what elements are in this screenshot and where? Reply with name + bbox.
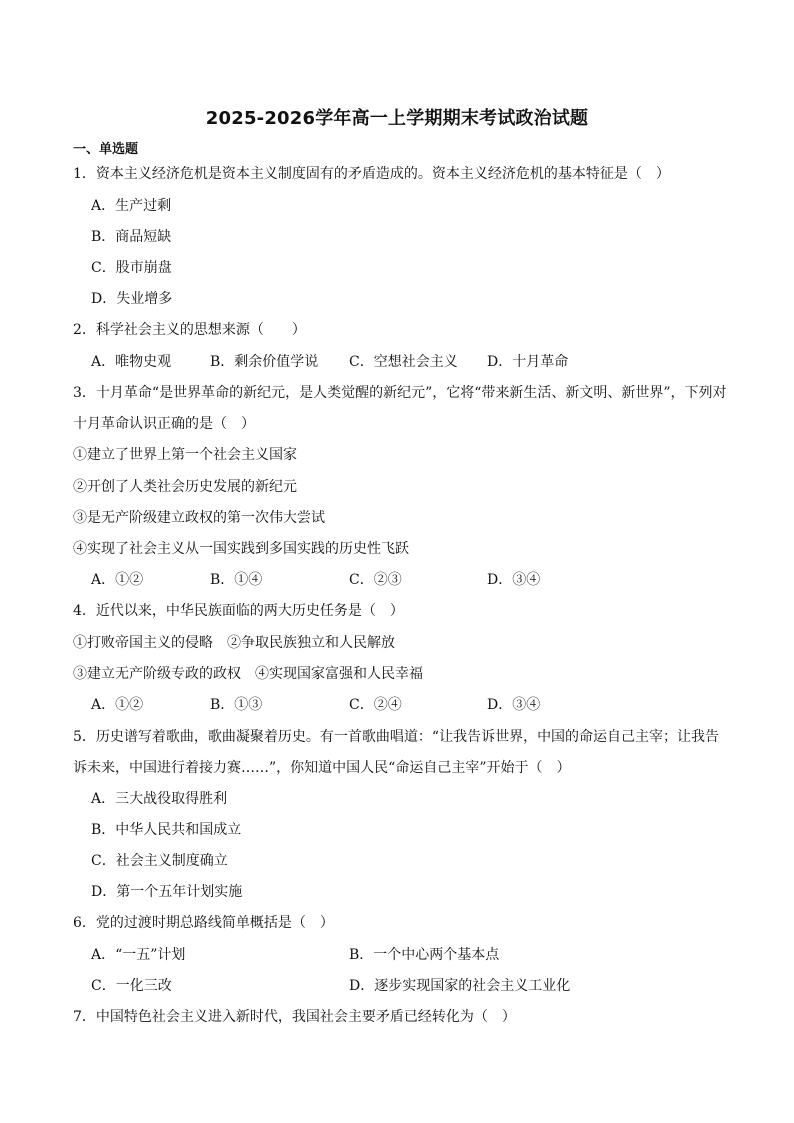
question-2-stem: 2．科学社会主义的思想来源（ ） [73, 322, 306, 338]
question-4-option-a: A．①② [91, 697, 144, 713]
question-6-options-row-1 [0, 946, 794, 964]
question-3-option-b: B．①④ [210, 572, 263, 588]
question-4-options [0, 696, 794, 714]
question-5-stem-line-1: 5．历史谱写着歌曲，歌曲凝聚着历史。有一首歌曲唱道：“让我告诉世界，中国的命运自己主宰；让我告 [73, 729, 720, 745]
question-2-options [0, 353, 794, 371]
question-2-option-c: C．空想社会主义 [349, 354, 458, 370]
question-3-option-c: C．②③ [349, 572, 402, 588]
question-3-stem-line-1: 3．十月革命“是世界革命的新纪元，是人类觉醒的新纪元”，它将“带来新生活、新文明、新世界”，下列对 [73, 385, 727, 401]
question-2-option-b: B．剩余价值学说 [210, 354, 319, 370]
question-6-option-b: B．一个中心两个基本点 [349, 947, 500, 963]
question-1-option-c: C．股市崩盘 [91, 260, 172, 276]
question-4-statements-3-4: ③建立无产阶级专政的政权 ④实现国家富强和人民幸福 [73, 666, 423, 682]
question-4-option-b: B．①③ [210, 697, 263, 713]
question-6-option-c: C．一化三改 [91, 978, 172, 994]
question-5-option-a: A．三大战役取得胜利 [91, 791, 228, 807]
question-6-option-a: A．“一五”计划 [91, 947, 186, 963]
question-1-option-d: D．失业增多 [91, 291, 173, 307]
question-6-stem: 6．党的过渡时期总路线简单概括是（ ） [73, 915, 334, 931]
question-6-options-row-2 [0, 977, 794, 995]
section-heading: 一、单选题 [73, 142, 139, 157]
question-1-option-a: A．生产过剩 [91, 198, 172, 214]
question-2-option-a: A．唯物史观 [91, 354, 172, 370]
question-4-statements-1-2: ①打败帝国主义的侵略 ②争取民族独立和人民解放 [73, 635, 395, 651]
question-3-stem-line-2: 十月革命认识正确的是（ ） [73, 416, 255, 432]
question-1-option-b: B．商品短缺 [91, 229, 172, 245]
question-3-option-a: A．①② [91, 572, 144, 588]
question-1-stem: 1．资本主义经济危机是资本主义制度固有的矛盾造成的。资本主义经济危机的基本特征是（ ） [73, 166, 670, 182]
question-2-option-d: D．十月革命 [487, 354, 569, 370]
question-3-statement-1: ①建立了世界上第一个社会主义国家 [73, 447, 297, 463]
question-3-options [0, 571, 794, 589]
question-3-statement-4: ④实现了社会主义从一国实践到多国实践的历史性飞跃 [73, 541, 409, 557]
question-4-stem: 4．近代以来，中华民族面临的两大历史任务是（ ） [73, 603, 404, 619]
exam-title: 2025-2026学年高一上学期期末考试政治试题 [205, 108, 589, 129]
question-7-stem: 7．中国特色社会主义进入新时代，我国社会主要矛盾已经转化为（ ） [73, 1009, 516, 1025]
question-5-option-c: C．社会主义制度确立 [91, 853, 228, 869]
question-5-stem-line-2: 诉未来，中国进行着接力赛……”，你知道中国人民“命运自己主宰”开始于（ ） [73, 760, 571, 776]
question-6-option-d: D．逐步实现国家的社会主义工业化 [349, 978, 571, 994]
question-5-option-b: B．中华人民共和国成立 [91, 822, 242, 838]
question-3-statement-3: ③是无产阶级建立政权的第一次伟大尝试 [73, 510, 325, 526]
question-3-statement-2: ②开创了人类社会历史发展的新纪元 [73, 479, 297, 495]
question-4-option-d: D．③④ [487, 697, 541, 713]
question-5-option-d: D．第一个五年计划实施 [91, 884, 243, 900]
question-4-option-c: C．②④ [349, 697, 402, 713]
question-3-option-d: D．③④ [487, 572, 541, 588]
